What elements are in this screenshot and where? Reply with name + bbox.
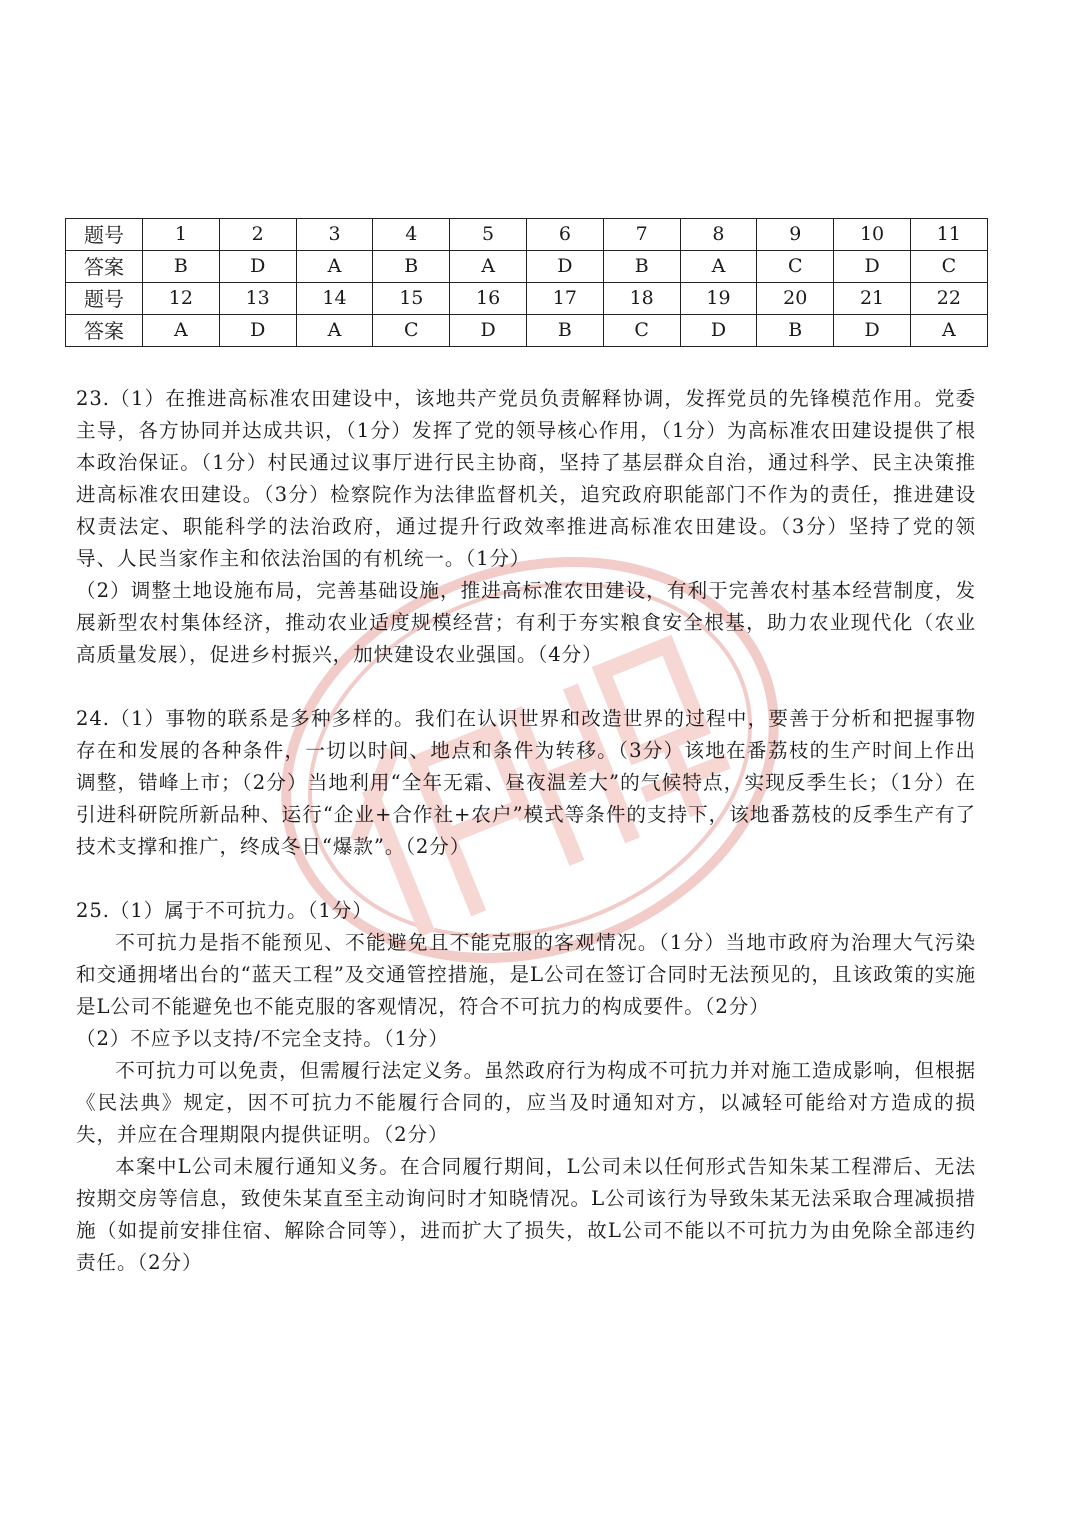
table-cell: D bbox=[219, 251, 296, 283]
table-cell: 9 bbox=[757, 219, 834, 251]
table-cell: C bbox=[910, 251, 987, 283]
table-cell: C bbox=[757, 251, 834, 283]
row-header: 题号 bbox=[66, 219, 143, 251]
table-cell: C bbox=[603, 315, 680, 347]
table-cell: B bbox=[603, 251, 680, 283]
table-cell: 3 bbox=[296, 219, 373, 251]
table-cell: 7 bbox=[603, 219, 680, 251]
table-cell: 11 bbox=[910, 219, 987, 251]
q25-part1-explanation: 不可抗力是指不能预见、不能避免且不能克服的客观情况。（1分）当地市政府为治理大气污染和交通拥堵出台的“蓝天工程”及交通管控措施，是L公司在签订合同时无法预见的，且该政策的实施是L公司不能避免也不能克服的客观情况，符合不可抗力的构成要件。（2分） bbox=[76, 931, 976, 1018]
table-cell: 20 bbox=[757, 283, 834, 315]
q23-part2: （2）调整土地设施布局，完善基础设施，推进高标准农田建设，有利于完善农村基本经营制度，发展新型农村集体经济，推动农业适度规模经营；有利于夯实粮食安全根基，助力农业现代化（农业高质量发展），促进乡村振兴，加快建设农业强国。（4分） bbox=[76, 579, 976, 666]
table-cell: 13 bbox=[219, 283, 296, 315]
table-cell: 22 bbox=[910, 283, 987, 315]
table-cell: B bbox=[757, 315, 834, 347]
table-cell: 1 bbox=[143, 219, 220, 251]
table-cell: 10 bbox=[834, 219, 911, 251]
table-cell: 5 bbox=[450, 219, 527, 251]
q24-part1: 24.（1）事物的联系是多种多样的。我们在认识世界和改造世界的过程中，要善于分析和把握事物存在和发展的各种条件，一切以时间、地点和条件为转移。（3分）该地在番荔枝的生产时间上作出调整，错峰上市；（2分）当地利用“全年无霜、昼夜温差大”的气候特点，实现反季生长；（1分）在引进科研院所新品种、运行“企业+合作社+农户”模式等条件的支持下，该地番荔枝的反季生产有了技术支撑和推广，终成冬日“爆款”。（2分） bbox=[76, 707, 976, 858]
answer-text bbox=[76, 383, 976, 1279]
table-cell: 21 bbox=[834, 283, 911, 315]
table-row bbox=[66, 251, 988, 283]
table-cell: 6 bbox=[526, 219, 603, 251]
table-row bbox=[66, 283, 988, 315]
table-cell: 18 bbox=[603, 283, 680, 315]
table-cell: A bbox=[296, 315, 373, 347]
q25-part2: （2）不应予以支持/不完全支持。（1分） bbox=[76, 1027, 449, 1050]
table-cell: 15 bbox=[373, 283, 450, 315]
table-cell: 2 bbox=[219, 219, 296, 251]
table-cell: D bbox=[450, 315, 527, 347]
q25-part1: 25.（1）属于不可抗力。（1分） bbox=[76, 899, 373, 922]
table-cell: D bbox=[680, 315, 757, 347]
table-cell: 12 bbox=[143, 283, 220, 315]
table-cell: B bbox=[526, 315, 603, 347]
table-cell: D bbox=[834, 251, 911, 283]
table-cell: A bbox=[143, 315, 220, 347]
table-cell: 14 bbox=[296, 283, 373, 315]
table-cell: D bbox=[834, 315, 911, 347]
q25-part2-explanation-b: 本案中L公司未履行通知义务。在合同履行期间，L公司未以任何形式告知朱某工程滞后、无法按期交房等信息，致使朱某直至主动询问时才知晓情况。L公司该行为导致朱某无法采取合理减损措施（如提前安排住宿、解除合同等），进而扩大了损失，故L公司不能以不可抗力为由免除全部违约责任。（2分） bbox=[76, 1155, 976, 1274]
table-cell: D bbox=[219, 315, 296, 347]
table-cell: A bbox=[680, 251, 757, 283]
table-row bbox=[66, 315, 988, 347]
table-cell: 16 bbox=[450, 283, 527, 315]
table-cell: D bbox=[526, 251, 603, 283]
q25-part2-explanation-a: 不可抗力可以免责，但需履行法定义务。虽然政府行为构成不可抗力并对施工造成影响，但根据《民法典》规定，因不可抗力不能履行合同的，应当及时通知对方，以减轻可能给对方造成的损失，并应在合理期限内提供证明。（2分） bbox=[76, 1059, 976, 1146]
table-cell: B bbox=[143, 251, 220, 283]
table-cell: A bbox=[296, 251, 373, 283]
table-cell: A bbox=[450, 251, 527, 283]
table-cell: 8 bbox=[680, 219, 757, 251]
table-cell: 17 bbox=[526, 283, 603, 315]
table-row bbox=[66, 219, 988, 251]
table-cell: A bbox=[910, 315, 987, 347]
answer-table bbox=[65, 218, 988, 347]
table-cell: 19 bbox=[680, 283, 757, 315]
table-cell: C bbox=[373, 315, 450, 347]
row-header: 答案 bbox=[66, 315, 143, 347]
q23-part1: 23.（1）在推进高标准农田建设中，该地共产党员负责解释协调，发挥党员的先锋模范作用。党委主导，各方协同并达成共识，（1分）发挥了党的领导核心作用，（1分）为高标准农田建设提供了根本政治保证。（1分）村民通过议事厅进行民主协商，坚持了基层群众自治，通过科学、民主决策推进高标准农田建设。（3分）检察院作为法律监督机关，追究政府职能部门不作为的责任，推进建设权责法定、职能科学的法治政府，通过提升行政效率推进高标准农田建设。（3分）坚持了党的领导、人民当家作主和依法治国的有机统一。（1分） bbox=[76, 387, 976, 570]
table-cell: 4 bbox=[373, 219, 450, 251]
row-header: 题号 bbox=[66, 283, 143, 315]
table-cell: B bbox=[373, 251, 450, 283]
row-header: 答案 bbox=[66, 251, 143, 283]
